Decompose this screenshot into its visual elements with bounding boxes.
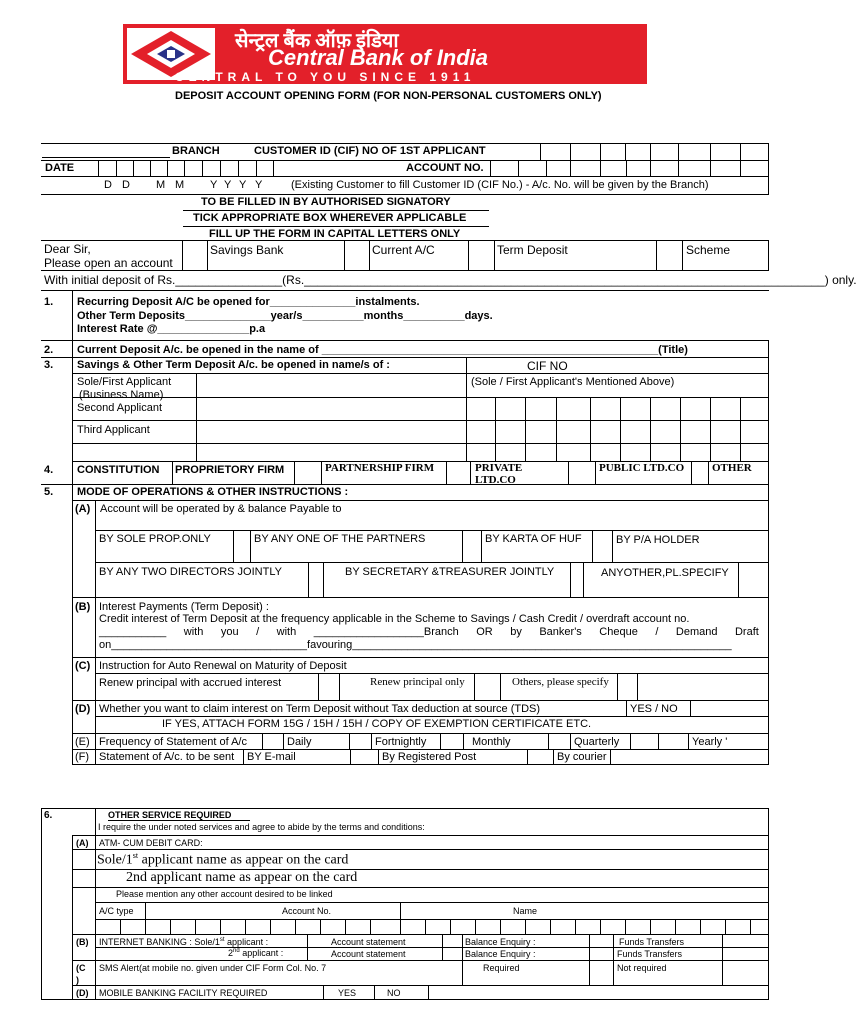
capital-letters-note: FILL UP THE FORM IN CAPITAL LETTERS ONLY (209, 228, 461, 240)
date-format-y1: Y (210, 179, 218, 191)
initial-deposit-rs: (Rs. (282, 273, 305, 287)
current-deposit-name-blank[interactable]: _______________________________________________________ (321, 344, 659, 356)
date-format-m1: M (156, 179, 166, 191)
statement-send-label: Statement of A/c. to be sent (99, 751, 235, 763)
current-deposit-name-line: Current Deposit A/c. be opened in the name of _______________________________________________________(Title) (77, 344, 688, 356)
favouring-blank[interactable]: ______________________________________________________________ (352, 639, 732, 651)
years-blank[interactable]: ______________ (185, 310, 271, 322)
quarterly-option[interactable]: Quarterly (574, 736, 620, 748)
any-one-partner-option[interactable]: BY ANY ONE OF THE PARTNERS (254, 533, 426, 545)
fortnightly-option[interactable]: Fortnightly (375, 736, 427, 748)
operated-by-heading: Account will be operated by & balance Payable to (100, 503, 342, 515)
section-2-number: 2. (44, 344, 54, 356)
third-applicant-label: Third Applicant (77, 424, 150, 436)
section-6a-label: (A) (76, 838, 89, 848)
private-ltd-option-line2: LTD.CO (475, 474, 516, 486)
months-blank[interactable]: __________ (302, 310, 364, 322)
cif-label: CUSTOMER ID (CIF) NO OF 1ST APPLICANT (254, 145, 486, 157)
section-4-number: 4. (44, 464, 54, 476)
credit-account-blank[interactable]: ___________ (99, 626, 167, 638)
initial-deposit-label: With initial deposit of Rs. (44, 273, 176, 287)
date-format-d1: D (104, 179, 112, 191)
please-open-account: Please open an account (44, 256, 173, 270)
section-3-number: 3. (44, 359, 54, 371)
renew-accrued-option[interactable]: Renew principal with accrued interest (99, 677, 282, 689)
scheme-option[interactable]: Scheme (686, 243, 731, 257)
sms-not-required-option[interactable]: Not required (617, 963, 667, 973)
other-service-title: OTHER SERVICE REQUIRED (108, 810, 232, 820)
option-d-label: (D) (75, 703, 91, 715)
mobile-no-option[interactable]: NO (387, 988, 401, 998)
tick-box-note: TICK APPROPRIATE BOX WHEREVER APPLICABLE (193, 212, 467, 224)
savings-name-heading: Savings & Other Term Deposit A/c. be opened in name/s of : (77, 359, 390, 371)
interest-rate-line: Interest Rate @_______________p.a (77, 323, 266, 335)
pa-holder-option[interactable]: BY P/A HOLDER (616, 534, 700, 546)
business-name-label: (Business Name) (79, 389, 164, 401)
date-format-m2: M (175, 179, 185, 191)
credit-interest-line3: on________________________________favouring______________________________________________________________ (99, 639, 732, 651)
instalments-blank[interactable]: ______________ (269, 296, 356, 308)
ac-type-label: A/C type (99, 906, 134, 916)
on-date-blank[interactable]: ________________________________ (111, 639, 308, 651)
section-6d-label: (D) (76, 988, 89, 998)
interest-rate-blank[interactable]: _______________ (157, 323, 250, 335)
internet-banking-sole: INTERNET BANKING : Sole/1st applicant : (99, 937, 269, 947)
auto-renewal-title: Instruction for Auto Renewal on Maturity of Deposit (99, 660, 347, 672)
section-1-number: 1. (44, 296, 54, 308)
option-b-label: (B) (75, 601, 91, 613)
terms-agreement: I require the under noted services and agree to abide by the terms and conditions: (98, 822, 425, 832)
mobile-banking-label: MOBILE BANKING FACILITY REQUIRED (99, 988, 268, 998)
second-applicant-label: Second Applicant (77, 402, 163, 414)
daily-option[interactable]: Daily (287, 736, 312, 748)
savings-bank-option[interactable]: Savings Bank (210, 243, 284, 257)
private-ltd-option[interactable]: PRIVATE (475, 462, 523, 474)
public-ltd-option[interactable]: PUBLIC LTD.CO (599, 462, 685, 474)
sms-alert-label: SMS Alert(at mobile no. given under CIF Form Col. No. 7 (99, 963, 327, 973)
secretary-treasurer-option[interactable]: BY SECRETARY &TREASURER JOINTLY (345, 566, 555, 578)
monthly-option[interactable]: Monthly (472, 736, 511, 748)
term-deposit-option[interactable]: Term Deposit (497, 243, 568, 257)
section-6c-label-close: ) (76, 975, 79, 985)
date-label: DATE (45, 162, 75, 174)
mobile-yes-option[interactable]: YES (338, 988, 357, 998)
second-card-name-label: 2nd applicant name as appear on the card (126, 870, 358, 885)
partnership-firm-option[interactable]: PARTNERSHIP FIRM (325, 462, 435, 474)
mode-of-operations-title: MODE OF OPERATIONS & OTHER INSTRUCTIONS : (77, 486, 349, 498)
bank-name: Central Bank of India (268, 45, 489, 70)
statement-frequency-label: Frequency of Statement of A/c (99, 736, 247, 748)
tds-question: Whether you want to claim interest on Term Deposit without Tax deduction at source (TDS) (99, 703, 541, 715)
balance-enquiry-option-2[interactable]: Balance Enquiry : (465, 949, 536, 959)
current-account-option[interactable]: Current A/C (372, 243, 435, 257)
registered-post-option[interactable]: By Registered Post (382, 751, 477, 763)
branch-label: BRANCH (172, 145, 220, 157)
authorised-signatory-note: TO BE FILLED IN BY AUTHORISED SIGNATORY (201, 196, 451, 208)
yearly-option[interactable]: Yearly ' (692, 736, 728, 748)
sms-required-option[interactable]: Required (483, 963, 520, 973)
by-courier-option[interactable]: By courier (557, 751, 607, 763)
initial-deposit-line[interactable] (44, 273, 857, 287)
balance-enquiry-option[interactable]: Balance Enquiry : (465, 937, 536, 947)
section-6-number: 6. (44, 810, 53, 821)
others-specify-option[interactable]: Others, please specify (512, 676, 609, 688)
bank-name-hindi: सेन्ट्रल बैंक ऑफ़ इंडिया (235, 30, 399, 52)
date-format-y4: Y (255, 179, 263, 191)
other-term-deposits-line: Other Term Deposits______________year/s__________months__________days. (77, 310, 493, 322)
cif-no-label: CIF NO (527, 359, 568, 373)
name-col-label: Name (513, 906, 538, 916)
section-6c-label: (C (76, 963, 86, 973)
other-constitution-option[interactable]: OTHER (712, 462, 752, 474)
section-5-number: 5. (44, 486, 54, 498)
credit-interest-instruction: Credit interest of Term Deposit at the frequency applicable in the Scheme to Savings / Cash Credit / overdraft account no. (99, 613, 690, 625)
option-f-label: (F) (75, 751, 90, 763)
bank-tagline: CENTRAL TO YOU SINCE 1911 (175, 70, 476, 84)
tds-attach-note: IF YES, ATTACH FORM 15G / 15H / 15H / COPY OF EXEMPTION CERTIFICATE ETC. (162, 718, 592, 730)
option-e-label: (E) (75, 736, 90, 748)
option-a-label: (A) (75, 503, 91, 515)
dear-sir: Dear Sir, (44, 242, 91, 256)
branch-input-line[interactable] (42, 143, 170, 158)
account-no-col-label: Account No. (282, 906, 332, 916)
initial-deposit-suffix: ) only. (824, 273, 857, 287)
credit-interest-line2: ___________ with you / with __________________Branch OR by Banker's Cheque / Demand Draft (99, 626, 759, 638)
existing-customer-note: (Existing Customer to fill Customer ID (CIF No.) - A/c. No. will be given by the Branch) (291, 179, 709, 191)
sole-first-applicant-label: Sole/First Applicant (77, 376, 172, 388)
option-c-label: (C) (75, 660, 91, 672)
account-no-label: ACCOUNT NO. (406, 162, 484, 174)
proprietory-firm-option[interactable]: PROPRIETORY FIRM (175, 464, 285, 476)
internet-banking-second: 2nd applicant : (228, 948, 284, 958)
branch-blank[interactable]: __________________ (313, 626, 424, 638)
karta-huf-option[interactable]: BY KARTA OF HUF (485, 533, 582, 545)
section-6b-label: (B) (76, 937, 89, 947)
account-statement-option[interactable]: Account statement (331, 937, 406, 947)
atm-card-label: ATM- CUM DEBIT CARD: (99, 838, 203, 848)
date-format-d2: D (122, 179, 130, 191)
form-title: DEPOSIT ACCOUNT OPENING FORM (FOR NON-PERSONAL CUSTOMERS ONLY) (175, 90, 602, 102)
any-other-specify-option[interactable]: ANYOTHER,PL.SPECIFY (601, 567, 729, 579)
two-directors-option[interactable]: BY ANY TWO DIRECTORS JOINTLY (99, 566, 282, 578)
sole-card-name-label: Sole/1st applicant name as appear on the card (97, 851, 349, 868)
recurring-deposit-line: Recurring Deposit A/C be opened for______________instalments. (77, 296, 420, 308)
interest-payments-title: Interest Payments (Term Deposit) : (99, 601, 269, 613)
date-format-y2: Y (224, 179, 232, 191)
initial-deposit-words-blank[interactable]: ______________________________________________________________________________ (304, 273, 825, 287)
sole-prop-option[interactable]: BY SOLE PROP.ONLY (99, 533, 211, 545)
days-blank[interactable]: __________ (403, 310, 465, 322)
constitution-label: CONSTITUTION (77, 464, 160, 476)
link-account-note: Please mention any other account desired to be linked (116, 889, 333, 899)
tds-yes-no[interactable]: YES / NO (630, 703, 678, 715)
date-format-y3: Y (239, 179, 247, 191)
sole-applicant-note: (Sole / First Applicant's Mentioned Above) (471, 376, 675, 388)
by-email-option[interactable]: BY E-mail (247, 751, 296, 763)
account-statement-option-2[interactable]: Account statement (331, 949, 406, 959)
renew-principal-only-option[interactable]: Renew principal only (370, 676, 465, 688)
initial-deposit-blank[interactable]: ________________ (175, 273, 283, 287)
funds-transfer-option[interactable]: Funds Transfers (619, 937, 685, 947)
funds-transfer-option-2[interactable]: Funds Transfers (617, 949, 683, 959)
